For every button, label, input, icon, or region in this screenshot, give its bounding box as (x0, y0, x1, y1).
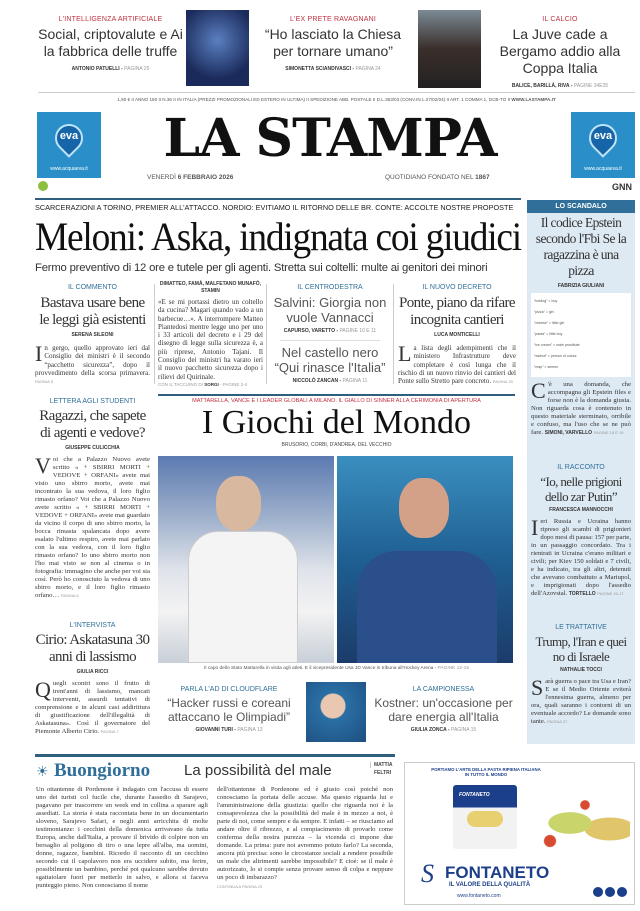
author-last: FELTRI (374, 770, 392, 776)
certification-icon (38, 181, 48, 191)
headline-secondary: Nel castello nero “Qui rinasce l'Italia” (274, 345, 386, 375)
kicker: IL RACCONTO (557, 464, 605, 471)
teaser-byline: SIMONETTA SCIANDIVASCI (285, 66, 352, 72)
eva-brand: eva (593, 130, 613, 142)
code-5: “walnut” = person of colour (534, 354, 577, 358)
drop-cap: S (531, 675, 544, 700)
divider (393, 284, 394, 384)
sidebar-trattative[interactable] (531, 624, 631, 726)
teaser-page: PAGINA 24 (355, 66, 381, 72)
eva-url: www.acquaeva.it (50, 166, 88, 172)
games-byline: BRUSORIO, CORBI, D'ANDREA, DEL VECCHIO (281, 442, 392, 448)
buongiorno-title[interactable]: La possibilità del male (184, 762, 332, 779)
hacker-photo (186, 10, 249, 86)
byline: NATHALIE TOCCI (560, 667, 602, 673)
page-ref: PAGINA 6 (60, 593, 79, 598)
teaser-1[interactable]: L'INTELLIGENZA ARTIFICIALE Social, criptovalute e Ai la fabbrica delle truffe ANTONIO PATUELLI - PAGINA 25 (38, 16, 183, 72)
byline: FRANCESCA MANNOCCHI (549, 507, 613, 513)
lead-kicker: SCARCERAZIONI A TORINO, PREMIER ALL'ATTACCO. NORDIO: EVITIAMO IL RITORNO DELLE BR. CONTE: ACCOLTE NOSTRE PROPOSTE (35, 203, 514, 212)
tagline-1: PORTIAMO L'ARTE DELLA PASTA RIPIENA ITALIANA (431, 767, 541, 772)
teaser-title: La Juve cade a Bergamo addio alla Coppa Italia (499, 26, 621, 76)
column-lead-body[interactable]: DIMATTEO, FAMÀ, MALFETANO MUNAFÒ, STAMIN «E se mi portassi dietro un coltello da cucina? Magari quando vado a un barbecue…». A interrompere Matteo Piantedosi mentre legge uno per uno i 33 articoli del decreto e i 29 del disegno di legge sulla sicurezza è, a più riprese, Antonio Tajani. Il Consiglio dei ministri ha varato ieri il nuovo pacchetto sicurezza dopo i rilievi del Quirinale. CON IL TACCUINO DI SORGI - PAGINE 2-4 (158, 281, 263, 387)
body-text: uegli scontri sono il frutto di trent'anni di lassismo, mancati interventi, assurdi tentativi di comprensione e in alcuni casi addirittura di giustificazione dell'illegalità di Askatasuna». Così il governatore del Piemonte Alberto Cirio. (35, 680, 150, 735)
kicker: IL COMMENTO (67, 284, 117, 291)
body-text: «E se mi portassi dietro un coltello da cucina? Magari quando vado a un barbecue…». A interrompere Matteo Piantedosi mentre legge uno per uno i 33 articoli del decreto e i 29 del disegno di legge sulla sicurezza è, a più riprese, Antonio Tajani. Il Consiglio dei ministri ha varato ieri il nuovo pacchetto sicurezza dopo i rilievi del Quirinale. (158, 298, 263, 381)
headline: “Io, nelle prigioni dello zar Putin” (540, 474, 622, 504)
code-3: “pasta” = little boy (534, 332, 563, 336)
drop-cap: V (35, 453, 51, 478)
sun-icon: ☀ (36, 763, 49, 779)
body-text: n gergo, quello approvato ieri dal Consiglio dei ministri è il secondo “pacchetto sicurezza”, dopo il provvedimento della scorsa primavera. (35, 344, 150, 377)
column-commento[interactable] (35, 284, 150, 386)
sidebar-kicker: LO SCANDALO (527, 200, 635, 213)
masthead-founded (385, 174, 490, 181)
drop-cap: Q (35, 677, 51, 702)
games-sub-kostner[interactable]: LA CAMPIONESSA Kostner: un'occasione per dare energia all'Italia GIULIA ZONCA - PAGINA 15 (372, 686, 515, 733)
code-4: “ice cream” = male prostitute (534, 343, 580, 347)
headline: Bastava usare bene le leggi già esistenti (39, 295, 146, 328)
divider (154, 284, 155, 384)
games-headline[interactable]: I Giochi del Mondo (201, 404, 472, 441)
eva-ad-left[interactable] (37, 112, 101, 178)
column-decreto[interactable] (398, 284, 516, 386)
ravioli-image (530, 793, 630, 853)
byline: NICCOLÒ ZANCAN (292, 378, 339, 384)
drop-cap: L (398, 341, 412, 366)
headline: Kostner: un'occasione per dare energia all'Italia (374, 696, 513, 724)
page-ref: PAGINE 18 E 19 (593, 430, 624, 435)
buongiorno-text-2: dell'ottantenne di Pordenone ed è giusto così poiché non conosciamo la portata delle accuse. Ma questo riguarda lui e l'amministrazione della giustizia: quello che riguarda noi è la consapevolezza che la possibilità del male è in mezzo a noi, è parte di noi, come sempre e da sempre. E infatti – se riusciamo ad andare oltre il ribrezzo, e al compiacimento di provarlo come conferma della nostra purezza – la vicenda ci impone due domande. La prima: pure noi avremmo potuto farlo? La seconda, ancora più precisa: sono le circostanze sociali a rendere possibile un male che altrimenti sarebbe impossibile? E cioè: se il male è autorizzato, lo si compie senza provare senso di colpa e neppure un poco di imbarazzo? (217, 786, 393, 881)
code-0: “hotdog” = boy (534, 299, 558, 303)
kicker: LE TRATTATIVE (555, 624, 607, 631)
body-text: 'è una domanda, che accompagna gli Epstein files e forse non è la domanda giusta. Non riguarda cosa è contenuto in questo materiale sterminato, orribile e confuso, ma l'uso che se ne può fare. (531, 381, 631, 436)
byline: SERENA SILEONI (71, 332, 114, 338)
kicker: L'INTERVISTA (69, 622, 116, 629)
drop-cap: I (35, 341, 43, 366)
teaser-page: PAGINA 25 (124, 66, 150, 72)
page-ref: PAGINA 5 (35, 379, 53, 385)
rule (158, 394, 515, 396)
page-ref: PAGINA 15 (451, 727, 477, 733)
headline: Ponte, piano da rifare incognita cantieri (399, 295, 515, 328)
page-ref: PAGINE 2-4 (222, 381, 248, 387)
teaser-kicker: L'INTELLIGENZA ARTIFICIALE (58, 16, 163, 23)
body-text: arà guerra o pace tra Usa e Iran? E se il Medio Oriente eviterà l'ennesima guerra, almeno per ora, quali saranno i contorni di un eventuale accordo? Le domande sono tante. (531, 678, 631, 725)
epstein-code-table (531, 293, 631, 377)
lead-subhead: Fermo preventivo di 12 ore e tutele per gli agenti. Stretta sui coltelli: multe ai genitori dei minori (35, 262, 488, 274)
weekday: VENERDÌ (147, 174, 176, 181)
byline: GIUSEPPE CULICCHIA (65, 445, 120, 451)
kicker: LETTERA AGLI STUDENTI (49, 398, 136, 405)
teaser-title: Social, criptovalute e Ai la fabbrica delle truffe (38, 26, 183, 59)
youtube-icon[interactable] (617, 887, 627, 897)
kicker: PARLA L'AD DI CLOUDFLARE (180, 686, 278, 693)
sidebar-scandalo[interactable] (531, 215, 631, 437)
headline: Cirio: Askatasuna 30 anni di lassismo (35, 632, 150, 665)
headline: “Hacker russi e coreani attaccano le Olimpiadi” (167, 696, 291, 724)
code-2: “cheese” = little girl (534, 321, 565, 325)
ad-url[interactable]: www.fontaneto.com (457, 893, 501, 899)
headline: Ragazzi, che sapete di agenti e vedove? (39, 408, 146, 441)
headline: Salvini: Giorgia non vuole Vannacci (273, 295, 387, 325)
masthead-date (147, 174, 233, 181)
page-ref: PAGINA 13 (237, 727, 263, 733)
author-first: MATTIA (370, 762, 393, 768)
buongiorno-col-2 (217, 786, 393, 889)
date: 6 FEBBRAIO 2026 (177, 174, 234, 181)
byline: CAPURSO, VARETTO (283, 328, 335, 334)
info-text: 1,90 € II ANNO 160 II N.36 II IN ITALIA (PREZZI PROMOZIONALI ED ESTERO IN ULTIMA) II SPEDIZIONE ABB. POSTALE II D.L.353/03 (CONV.IN L.27/02/04) II ART. 1 COMMA 1, DCB-TO II (117, 97, 511, 102)
photo-caption: Il capo dello Stato Mattarella in visita agli atleti. E il vicepresidente Usa JD Vance in tribuna all'Hockey Arena - PAGINE 12-15 (204, 666, 469, 671)
headline: Il codice Epstein secondo l'Fbi Se la ragazzina è una pizza (535, 215, 627, 278)
founded-year: 1867 (475, 174, 490, 181)
teaser-title: “Ho lasciato la Chiesa per tornare umano” (264, 26, 402, 59)
divider (38, 92, 635, 93)
lead-headline[interactable]: Meloni: Aska, indignata coi giudici (35, 214, 521, 259)
teaser-byline: ANTONIO PATUELLI (71, 66, 120, 72)
games-sub-cloudflare[interactable]: PARLA L'AD DI CLOUDFLARE “Hacker russi e coreani attaccano le Olimpiadi” GIOVANNI TURI - PAGINA 13 (158, 686, 300, 733)
ad-brand: FONTANETO (445, 863, 550, 882)
buongiorno-label: Buongiorno (54, 760, 151, 781)
byline: GIOVANNI TURI (195, 727, 233, 733)
byline: GIULIA ZONCA (410, 727, 447, 733)
tagline-2: IN TUTTO IL MONDO (464, 772, 508, 777)
teaser-kicker: IL CALCIO (542, 16, 578, 23)
rule (35, 198, 521, 200)
vance-photo (337, 456, 513, 663)
byline: GIULIA RICCI (76, 669, 109, 675)
page-ref: PAGINE 10 E 11 (339, 328, 377, 334)
kicker: LA CAMPIONESSA (412, 686, 475, 693)
teaser-2[interactable]: L'EX PRETE RAVAGNANI “Ho lasciato la Chiesa per tornare umano” SIMONETTA SCIANDIVASCI - PAGINA 24 (258, 16, 408, 72)
byline: LUCA MONTICELLI (434, 332, 480, 338)
headline: Trump, l'Iran e quei no di Israele (535, 634, 627, 664)
body-text: a lista degli adempimenti che il ministero Infrastrutture deve completare è così lunga che il rischio di un nuovo rinvio dei cantieri del Ponte sullo Stretto pare concreto. (398, 344, 516, 386)
article-intervista[interactable] (35, 622, 150, 736)
page-ref: PAGINE 16-17 (597, 591, 624, 596)
drop-cap: I (531, 515, 539, 540)
facebook-icon[interactable] (593, 887, 603, 897)
rule (35, 754, 395, 757)
page-ref: PAGINA 7 (100, 729, 119, 734)
pasta-pack-image (453, 785, 517, 849)
ad-tagline (411, 767, 561, 777)
body-text: oi che a Palazzo Nuovo avete scritto « + SBIRRI MORTI + VEDOVE + ORFANI» avete mai visto uno sbirro morto, avete mai incontrato la sua vedova, il loro figlio rimasto orfano? Voi che a Palazzo Nuovo avete scritto « + SBIRRI MORTI + VEDOVE + ORFANI» avete mai guardato da vicino il corpo di uno sbirro morto, la bocca rimasta spalancata dopo avere esalato l'ultimo respiro, avete mai parlato con la sua vedova, con il loro figlio rimasto orfano? Io uno sbirro morto non l'ho mai visto se non al cinema o in fotografia: immagino che anche per voi sia così. Però ho conosciuto la vedova di uno sbirro morto, e il loro figlio rimasto orfano… (35, 456, 150, 599)
instagram-icon[interactable] (605, 887, 615, 897)
authors: DIMATTEO, FAMÀ, MALFETANO MUNAFÒ, STAMIN (159, 281, 262, 294)
article-lettera[interactable] (35, 398, 150, 600)
footer-author: SORGI (204, 381, 219, 387)
priest-photo (418, 10, 481, 88)
byline: FABRIZIA GIULIANI (557, 283, 605, 289)
teaser-page: PAGINE 34E35 (573, 83, 609, 89)
kostner-photo (306, 682, 366, 742)
fontaneto-ad[interactable] (404, 762, 635, 905)
info-line (38, 97, 635, 102)
page-ref: PAGINA 27 (547, 719, 568, 724)
page-ref: PAGINA 20 (492, 379, 514, 385)
drop-cap: C (531, 378, 546, 403)
buongiorno-header (36, 760, 394, 782)
footer-label: CON IL TACCUINO DI (158, 381, 203, 387)
continue-link[interactable]: CONTINUA A PAGINA 23 (217, 884, 263, 889)
column-centrodestra[interactable]: IL CENTRODESTRA Salvini: Giorgia non vuole Vannacci CAPURSO, VARETTO - PAGINE 10 E 11 Nel castello nero “Qui rinasce l'Italia” NICCOLÒ ZANCAN - PAGINA 11 (270, 284, 390, 384)
buongiorno-text-1: Un ottantenne di Pordenone è indagato con l'accusa di essere uno dei turisti col fucile che, durante l'assedio di Sarajevo, pagavano per trascorrere un week end in collina a sparare agli assediati. La storia è stata raccontata bene in un documentario sloveno, Sarajevo Safari, e negli anni arricchita di molte testimonianze: i cecchini della domenica arrivavano da tutta Europa, anche dall'Italia, a provare il brivido di colpire non un bersaglio al poligono di tiro o una lepre all'alba, ma uomini, donne, ragazze, bambini. Ricordo il racconto di un cecchino secondo cui il capolavoro non era uccidere subito, ma ferire, possibilmente un bambino, perché poi qualcuno sarebbe dovuto sgattaiolare fuori per metterlo in salvo, e allora si faceva punteggio pieno. Non conosciamo il nome (36, 786, 208, 889)
fontaneto-logo-icon: S (421, 859, 434, 888)
authors: TORTELLO (568, 591, 596, 597)
teaser-3[interactable]: IL CALCIO La Juve cade a Bergamo addio alla Coppa Italia BALICE, BARILLÀ, RIVA - PAGINE 34E35 (485, 16, 635, 89)
site-link[interactable]: WWW.LASTAMPA.IT (511, 97, 556, 102)
page-ref: PAGINA 11 (342, 378, 368, 384)
eva-url: www.acquaeva.it (584, 166, 622, 172)
authors: SIMONI, VARVELLO (544, 430, 593, 436)
pack-brand: FONTANETO (459, 792, 490, 798)
gnn-logo: GNN (612, 182, 632, 192)
code-6: “map” = semen (534, 365, 559, 369)
ad-slogan: IL VALORE DELLA QUALITÀ (449, 882, 531, 888)
page-ref: PAGINE 12-15 (437, 666, 469, 671)
sidebar-racconto[interactable] (531, 464, 631, 598)
kicker: IL NUOVO DECRETO (422, 284, 492, 291)
divider (266, 284, 267, 384)
kicker: IL CENTRODESTRA (297, 284, 363, 291)
founded-label: QUOTIDIANO FONDATO NEL (385, 174, 474, 181)
caption-text: Il capo dello Stato Mattarella in visita agli atleti. E il vicepresidente Usa JD Vance in tribuna all'Hockey Arena (204, 666, 434, 671)
code-1: “pizza” = girl (534, 310, 554, 314)
body-text: eri Russia e Ucraina hanno ripreso gli scambi di prigionieri dopo mesi di pausa: 157 per parte, in un passaggio concordato. Tra i rientrati in Ucraina c'erano militari e civili; per Kiev 150 soldati e 7 civili, e ha indicato, tra gli altri, detenuti che avevano combattuto a Mariupol, e imprigionati dopo l'assedio dell'Azovstal. (531, 518, 631, 597)
eva-ad-right[interactable] (571, 112, 635, 178)
teaser-kicker: L'EX PRETE RAVAGNANI (290, 16, 376, 23)
mattarella-photo (158, 456, 334, 663)
teaser-byline: BALICE, BARILLÀ, RIVA (511, 83, 570, 89)
masthead-logo[interactable]: LA STAMPA (163, 108, 497, 169)
games-kicker: MATTARELLA, VANCE E I LEADER GLOBALI A MILANO. IL GIALLO DI SINNER ALLA CERIMONIA DI APERTURA (192, 398, 481, 404)
eva-brand: eva (59, 130, 79, 142)
